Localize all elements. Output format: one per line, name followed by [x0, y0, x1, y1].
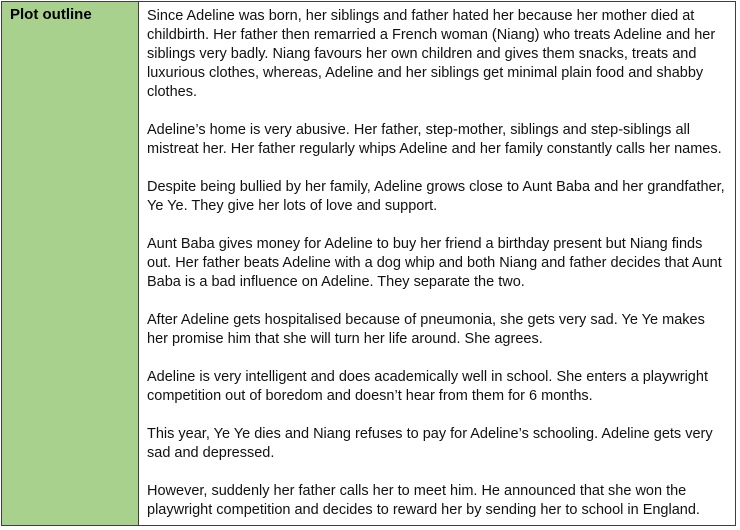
plot-paragraph: Aunt Baba gives money for Adeline to buy her friend a birthday present but Niang finds out. Her father beats Adeline with a dog whip and both Niang and father decides that Aunt Baba is a bad influence on Adeline. They separate the two. [147, 236, 722, 290]
plot-paragraph: Adeline is very intelligent and does academically well in school. She enters a playwright competition out of boredom and doesn’t hear from them for 6 months. [147, 369, 708, 404]
row-label: Plot outline [10, 6, 92, 23]
plot-paragraph: This year, Ye Ye dies and Niang refuses to pay for Adeline’s schooling. Adeline gets very sad and depressed. [147, 426, 713, 461]
plot-paragraph: After Adeline gets hospitalised because of pneumonia, she gets very sad. Ye Ye makes her promise him that she will turn her life around. She agrees. [147, 312, 705, 347]
row-label-cell [2, 2, 139, 525]
plot-paragraph: Despite being bullied by her family, Adeline grows close to Aunt Baba and her grandfather, Ye Ye. They give her lots of love and support. [147, 179, 725, 214]
plot-paragraph: However, suddenly her father calls her to meet him. He announced that she won the playwright competition and decides to reward her by sending her to school in England. [147, 483, 700, 518]
plot-outline-table [1, 1, 736, 526]
plot-paragraph: Since Adeline was born, her siblings and father hated her because her mother died at childbirth. Her father then remarried a French woman (Niang) who treats Adeline and her siblings very badly. Niang favours her own children and gives them snacks, treats and luxurious clothes, whereas, Adeline and her siblings get minimal plain food and shabby clothes. [147, 8, 716, 100]
plot-paragraph: Adeline’s home is very abusive. Her father, step-mother, siblings and step-siblings all mistreat her. Her father regularly whips Adeline and her family constantly calls her names. [147, 122, 722, 157]
plot-content-cell [139, 2, 735, 525]
